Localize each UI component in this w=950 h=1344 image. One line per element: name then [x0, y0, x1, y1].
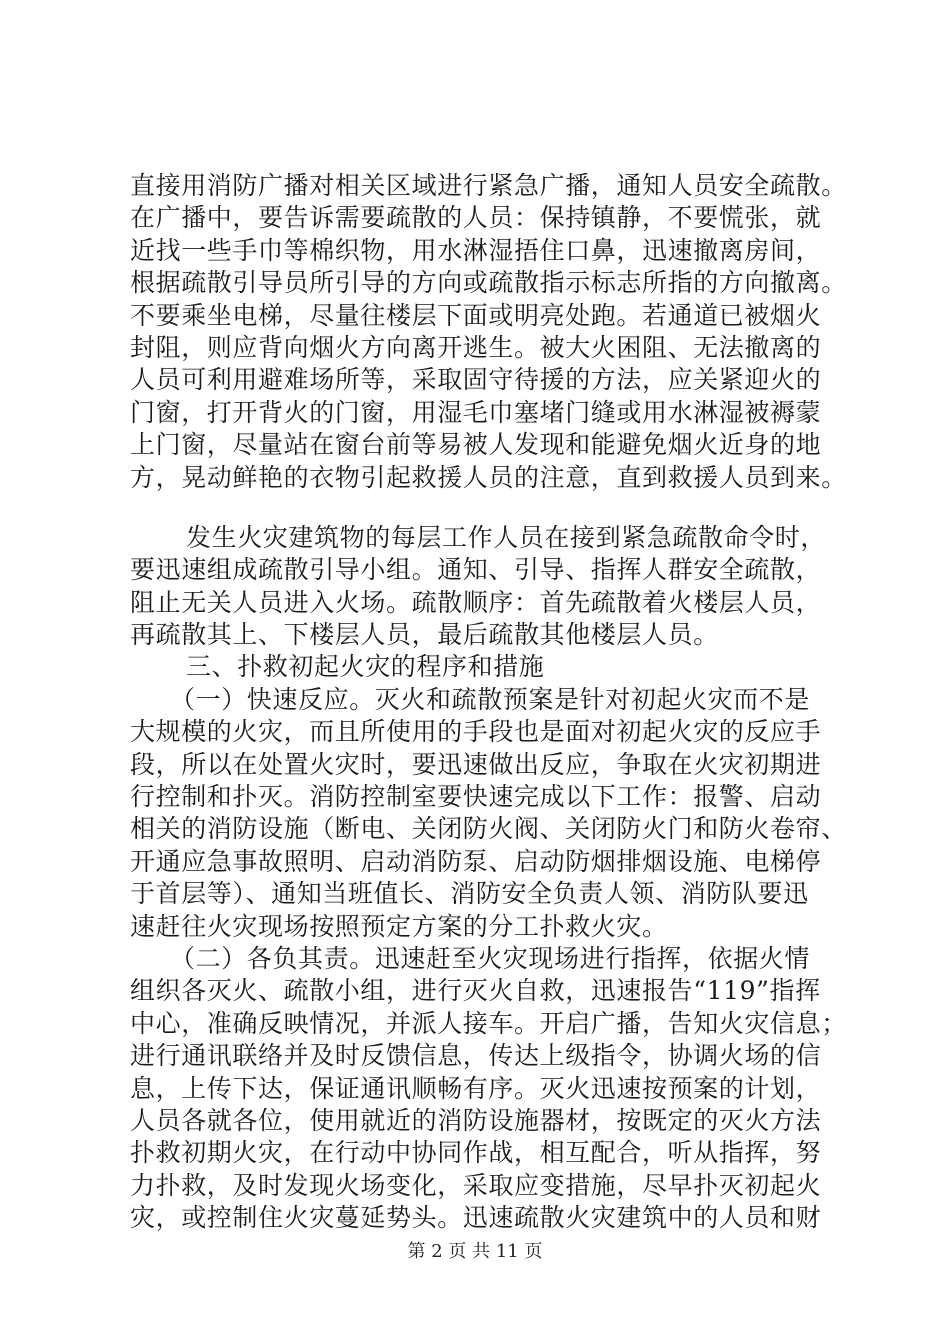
text-line: 在广播中，要告诉需要疏散的人员：保持镇静，不要慌张，就: [130, 203, 822, 233]
text-line: 人员各就各位，使用就近的消防设施器材，按既定的灭火方法: [130, 1105, 822, 1135]
paragraph-4: [130, 943, 850, 1235]
text-line: 不要乘坐电梯，尽量往楼层下面或明亮处跑。若通道已被烟火: [130, 300, 822, 330]
text-line: 再疏散其上、下楼层人员，最后疏散其他楼层人员。: [130, 620, 719, 650]
text-line: 力扑救，及时发现火场变化，采取应变措施，尽早扑灭初起火: [130, 1170, 822, 1200]
paragraph-1: [130, 170, 850, 494]
text-line: 发生火灾建筑物的每层工作人员在接到紧急疏散命令时，: [186, 522, 827, 552]
paragraph-3: [130, 684, 850, 943]
text-line: 大规模的火灾，而且所使用的手段也是面对初起火灾的反应手: [130, 717, 822, 747]
text-line: 门窗，打开背火的门窗，用湿毛巾塞堵门缝或用水淋湿被褥蒙: [130, 397, 822, 427]
paragraph-gap: [130, 494, 850, 522]
text-line: 组织各灭火、疏散小组，进行灭火自救，迅速报告“119”指挥: [130, 976, 821, 1006]
text-line: 进行通讯联络并及时反馈信息，传达上级指令，协调火场的信: [130, 1041, 822, 1071]
text-line: 速赶往火灾现场按照预定方案的分工扑救火灾。: [130, 911, 668, 941]
text-line: 人员可利用避难场所等，采取固守待援的方法，应关紧迎火的: [130, 365, 822, 395]
text-line: 开通应急事故照明、启动消防泵、启动防烟排烟设施、电梯停: [130, 846, 822, 876]
text-line: 灾，或控制住火灾蔓延势头。迅速疏散火灾建筑中的人员和财: [130, 1203, 822, 1233]
document-body: [130, 170, 850, 1235]
text-line: 近找一些手巾等棉织物，用水淋湿捂住口鼻，迅速撤离房间，: [130, 235, 822, 265]
text-line: （二）各负其责。迅速赶至火灾现场进行指挥，依据火情: [170, 943, 811, 973]
text-line: 扑救初期火灾，在行动中协同作战，相互配合，听从指挥，努: [130, 1138, 822, 1168]
text-line: 根据疏散引导员所引导的方向或疏散指示标志所指的方向撤离。: [130, 268, 847, 298]
text-line: 相关的消防设施（断电、关闭防火阀、关闭防火门和防火卷帘、: [130, 814, 847, 844]
text-line: 于首层等）、通知当班值长、消防安全负责人领、消防队要迅: [130, 879, 809, 909]
paragraph-2: [130, 522, 850, 652]
text-line: 阻止无关人员进入火场。疏散顺序：首先疏散着火楼层人员，: [130, 587, 822, 617]
text-line: 封阻，则应背向烟火方向离开逃生。被大火困阻、无法撤离的: [130, 332, 822, 362]
text-line: 段，所以在处置火灾时，要迅速做出反应，争取在火灾初期进: [130, 749, 822, 779]
text-line: 息，上传下达，保证通讯顺畅有序。灭火迅速按预案的计划，: [130, 1073, 822, 1103]
text-line: （一）快速反应。灭火和疏散预案是针对初起火灾而不是: [170, 684, 811, 714]
text-line: 中心，准确反映情况，并派人接车。开启广播，告知火灾信息；: [130, 1008, 847, 1038]
text-line: 行控制和扑灭。消防控制室要快速完成以下工作：报警、启动: [130, 782, 822, 812]
text-line: 方，晃动鲜艳的衣物引起救援人员的注意，直到救援人员到来。: [130, 462, 847, 492]
text-line: 要迅速组成疏散引导小组。通知、引导、指挥人群安全疏散，: [130, 555, 822, 585]
section-heading: 三、扑救初起火灾的程序和措施: [186, 652, 545, 682]
text-line: 直接用消防广播对相关区域进行紧急广播，通知人员安全疏散。: [130, 171, 847, 200]
text-line: 上门窗，尽量站在窗台前等易被人发现和能避免烟火近身的地: [130, 430, 822, 460]
page-number-footer: 第 2 页 共 11 页: [407, 1241, 543, 1262]
